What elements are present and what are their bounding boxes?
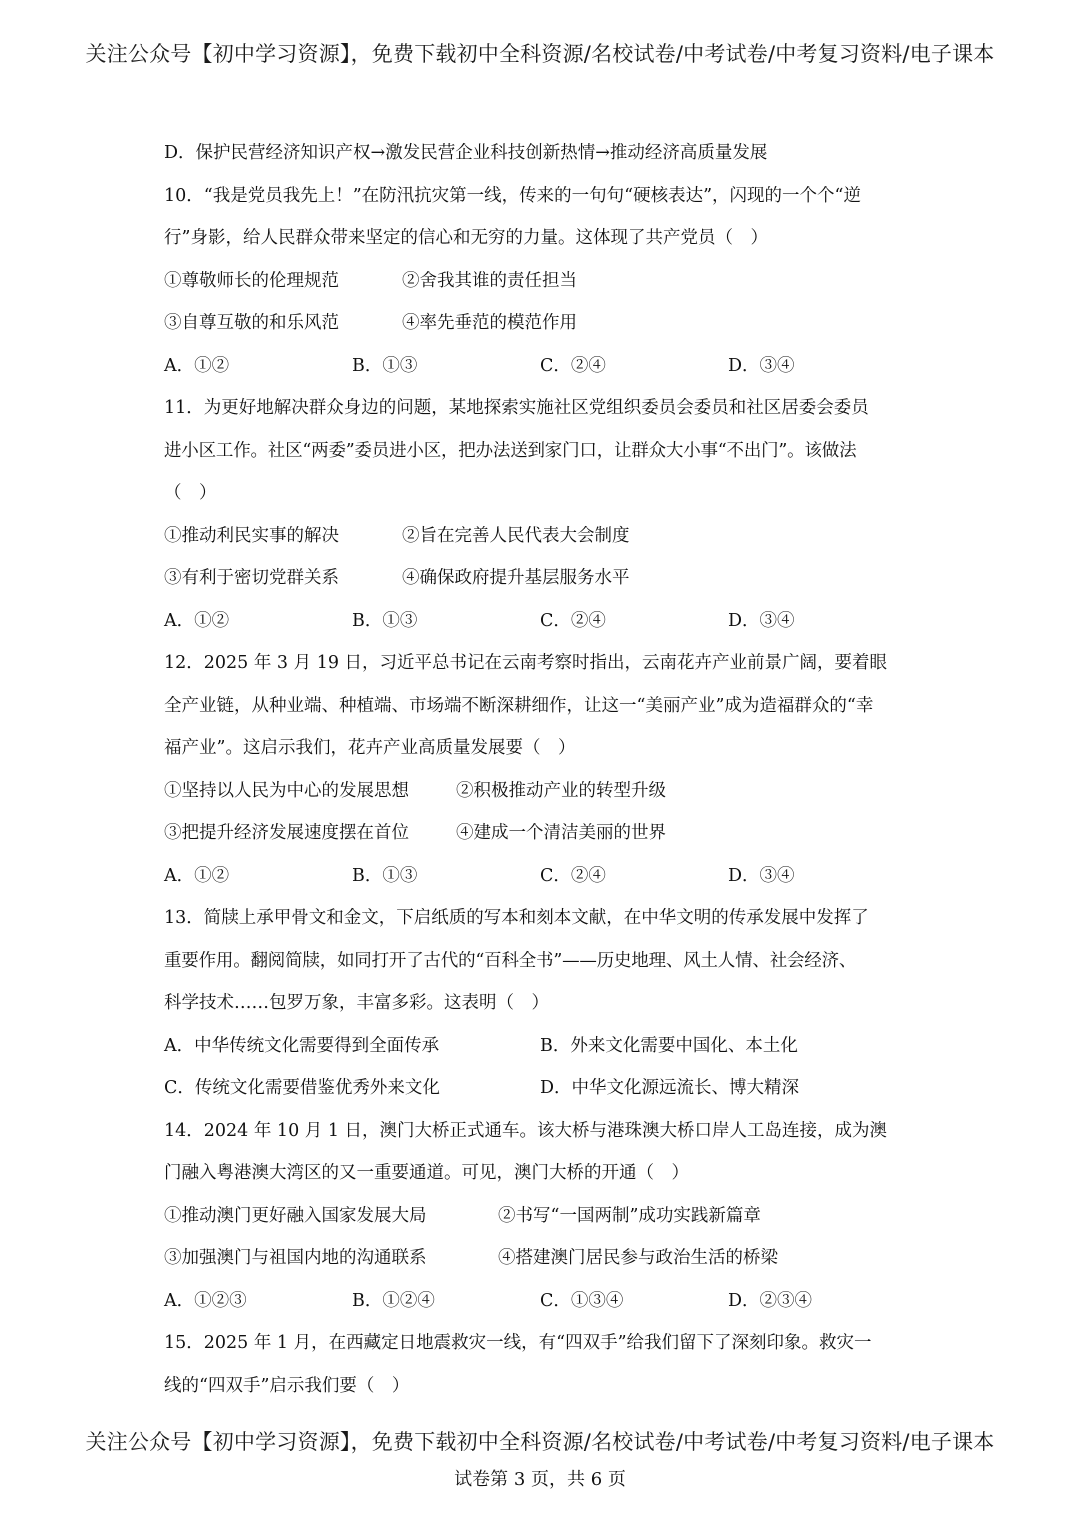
q12-choice-c: C．②④ (540, 865, 606, 886)
q10-choice-c: C．②④ (540, 355, 606, 376)
q13-choices-row (164, 1072, 934, 1115)
q12-choice-b: B．①③ (352, 865, 418, 886)
q10-choice-a: A．①② (164, 355, 230, 376)
q10-statement: ④率先垂范的模范作用 (402, 313, 577, 333)
q12-stem-line: 全产业链，从种业端、种植端、市场端不断深耕细作，让这一“美丽产业”成为造福群众的“幸 (164, 695, 874, 716)
q14-choice-c: C．①③④ (540, 1290, 624, 1311)
header-banner: 关注公众号【初中学习资源】，免费下载初中全科资源/名校试卷/中考试卷/中考复习资料/电子课本 (85, 42, 995, 66)
q12-statement: ④建成一个清洁美丽的世界 (456, 823, 666, 843)
q13-choice-d: D．中华文化源远流长、博大精深 (540, 1078, 800, 1098)
q13-stem-line: 科学技术……包罗万象，丰富多彩。这表明（ ） (164, 993, 549, 1013)
q12-statement: ②积极推动产业的转型升级 (456, 780, 666, 801)
page-number: 试卷第 3 页，共 6 页 (454, 1469, 626, 1490)
q10-choice-b: B．①③ (352, 355, 418, 376)
q14-statement: ④搭建澳门居民参与政治生活的桥梁 (498, 1248, 778, 1268)
q13-choice-a: A．中华传统文化需要得到全面传承 (164, 1035, 440, 1056)
q10-statement: ③自尊互敬的和乐风范 (164, 313, 339, 333)
q14-stem-line: 14．2024 年 10 月 1 日，澳门大桥正式通车。该大桥与港珠澳大桥口岸人工岛连接，成为澳 (164, 1120, 888, 1141)
q10-stem-line: 行”身影，给人民群众带来坚定的信心和无穷的力量。这体现了共产党员（ ） (164, 228, 768, 248)
q12-statement: ③把提升经济发展速度摆在首位 (164, 823, 409, 843)
q12-stem-line: 12．2025 年 3 月 19 日，习近平总书记在云南考察时指出，云南花卉产业前景广阔，要着眼 (164, 653, 888, 673)
q11-stem-line: （ ） (164, 483, 217, 503)
q11-choice-d: D．③④ (728, 610, 795, 631)
q14-statement: ①推动澳门更好融入国家发展大局 (164, 1205, 427, 1226)
q13-choice-c: C．传统文化需要借鉴优秀外来文化 (164, 1078, 440, 1098)
q11-statements-row (164, 562, 934, 605)
q12-choice-a: A．①② (164, 865, 230, 886)
q11-choices (164, 605, 934, 648)
q13-choices-row (164, 1030, 934, 1073)
q15-stem-line: 15．2025 年 1 月，在西藏定日地震救灾一线，有“四双手”给我们留下了深刻印象。救灾一 (164, 1333, 872, 1353)
q14-choice-b: B．①②④ (352, 1290, 435, 1311)
q12-statement: ①坚持以人民为中心的发展思想 (164, 780, 409, 801)
q14-choice-a: A．①②③ (164, 1290, 247, 1311)
q10-statement: ①尊敬师长的伦理规范 (164, 270, 339, 291)
q12-statements-row (164, 775, 934, 818)
q14-choices (164, 1285, 934, 1328)
exam-content (164, 137, 934, 1412)
q9-option-d: D．保护民营经济知识产权→激发民营企业科技创新热情→推动经济高质量发展 (164, 143, 768, 163)
q10-stem-line: 10．“我是党员我先上！”在防汛抗灾第一线，传来的一句句“硬核表达”，闪现的一个个“逆 (164, 185, 861, 206)
q12-statements-row (164, 817, 934, 860)
q11-stem-line: 11．为更好地解决群众身边的问题，某地探索实施社区党组织委员会委员和社区居委会委员 (164, 398, 869, 418)
q14-statement: ③加强澳门与祖国内地的沟通联系 (164, 1248, 427, 1268)
q12-choices (164, 860, 934, 903)
q11-choice-a: A．①② (164, 610, 230, 631)
q11-statement: ①推动利民实事的解决 (164, 525, 339, 546)
q14-statement: ②书写“一国两制”成功实践新篇章 (498, 1205, 761, 1226)
q10-statements-row (164, 307, 934, 350)
q11-statement: ②旨在完善人民代表大会制度 (402, 525, 630, 546)
q13-stem-line: 13．简牍上承甲骨文和金文，下启纸质的写本和刻本文献，在中华文明的传承发展中发挥了 (164, 908, 869, 928)
q10-choice-d: D．③④ (728, 355, 795, 376)
q11-statement: ③有利于密切党群关系 (164, 568, 339, 588)
q14-stem-line: 门融入粤港澳大湾区的又一重要通道。可见，澳门大桥的开通（ ） (164, 1163, 689, 1183)
q14-statements-row (164, 1242, 934, 1285)
q13-choice-b: B．外来文化需要中国化、本土化 (540, 1035, 798, 1056)
q15-stem-line: 线的“四双手”启示我们要（ ） (164, 1375, 410, 1396)
q10-statements-row (164, 265, 934, 308)
q11-statements-row (164, 520, 934, 563)
q12-choice-d: D．③④ (728, 865, 795, 886)
q10-choices (164, 350, 934, 393)
q11-choice-b: B．①③ (352, 610, 418, 631)
q10-statement: ②舍我其谁的责任担当 (402, 270, 577, 291)
q11-statement: ④确保政府提升基层服务水平 (402, 568, 630, 588)
footer-banner: 关注公众号【初中学习资源】，免费下载初中全科资源/名校试卷/中考试卷/中考复习资料/电子课本 (85, 1430, 995, 1454)
q12-stem-line: 福产业”。这启示我们，花卉产业高质量发展要（ ） (164, 738, 576, 758)
q11-choice-c: C．②④ (540, 610, 606, 631)
q11-stem-line: 进小区工作。社区“两委”委员进小区，把办法送到家门口，让群众大小事“不出门”。该做法 (164, 440, 857, 461)
q14-choice-d: D．②③④ (728, 1290, 813, 1311)
q14-statements-row (164, 1200, 934, 1243)
q13-stem-line: 重要作用。翻阅简牍，如同打开了古代的“百科全书”——历史地理、风土人情、社会经济、 (164, 950, 857, 971)
